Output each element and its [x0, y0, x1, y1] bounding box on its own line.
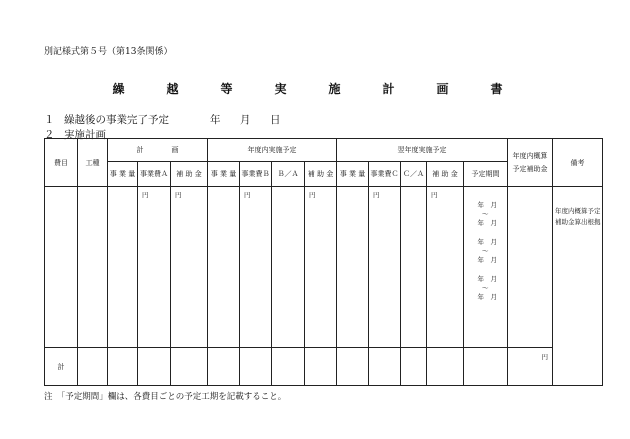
cell-total-plan-quantity[interactable]	[108, 348, 138, 386]
yen-unit: 円	[309, 191, 316, 199]
subheader-plan-subsidy: 補 助 金	[171, 162, 208, 187]
cell-plan-subsidy[interactable]	[171, 187, 208, 348]
period-end-2: 年 月	[477, 256, 497, 264]
cell-total-work-type[interactable]	[78, 348, 108, 386]
subheader-next-subsidy: 補 助 金	[427, 162, 464, 187]
cell-plan-quantity[interactable]	[108, 187, 138, 348]
completion-day-label: 日	[270, 114, 281, 126]
item2-label: 実施計画	[64, 129, 106, 141]
subheader-next-cost-c: 事業費Ｃ	[369, 162, 401, 187]
cell-work-type[interactable]	[78, 187, 108, 348]
cell-plan-cost-a[interactable]	[138, 187, 171, 348]
remarks-text: 年度内概算予定 補助金算出根拠	[555, 207, 601, 226]
cell-total-plan-subsidy[interactable]	[171, 348, 208, 386]
header-in-year-subsidy: 年度内概算 予定補助金	[508, 139, 553, 187]
subheader-current-subsidy: 補 助 金	[305, 162, 337, 187]
document-title: 繰 越 等 実 施 計 画 書	[112, 82, 518, 96]
cell-next-period[interactable]	[464, 187, 508, 348]
header-plan: 計 画	[108, 139, 208, 162]
period-start-2: 年 月	[477, 238, 497, 246]
cell-cost-item[interactable]	[45, 187, 78, 348]
item1-label: 繰越後の事業完了予定	[64, 114, 169, 126]
period-start-3: 年 月	[477, 275, 497, 283]
cell-total-current-ratio[interactable]	[272, 348, 305, 386]
form-label: 別記様式第５号（第13条関係）	[44, 47, 173, 57]
cell-total-current-subsidy[interactable]	[305, 348, 337, 386]
table-row-body	[45, 187, 603, 348]
footnote: 注 「予定期間」欄は、各費目ごとの予定工期を記載すること。	[44, 392, 287, 402]
cell-total-next-cost-c[interactable]	[369, 348, 401, 386]
item2-number: ２	[44, 129, 55, 141]
cell-total-current-quantity[interactable]	[208, 348, 240, 386]
yen-unit: 円	[541, 353, 548, 361]
period-end-1: 年 月	[477, 219, 497, 227]
subheader-plan-quantity: 事 業 量	[108, 162, 138, 187]
period-tilde-3: ～	[482, 284, 489, 292]
header-remarks: 備考	[553, 139, 603, 187]
cell-current-ratio[interactable]	[272, 187, 305, 348]
period-end-3: 年 月	[477, 293, 497, 301]
subheader-plan-cost-a: 事業費Ａ	[138, 162, 171, 187]
header-next-year-plan: 翌年度実施予定	[337, 139, 508, 162]
yen-unit: 円	[373, 191, 380, 199]
period-tilde-1: ～	[482, 210, 489, 218]
cell-next-cost-c[interactable]	[369, 187, 401, 348]
table-row-total	[45, 348, 603, 386]
subheader-current-cost-b: 事業費Ｂ	[240, 162, 272, 187]
yen-unit: 円	[431, 191, 438, 199]
cell-total-next-period[interactable]	[464, 348, 508, 386]
cell-total-next-quantity[interactable]	[337, 348, 369, 386]
header-cost-item: 費目	[45, 139, 78, 187]
subheader-current-quantity: 事 業 量	[208, 162, 240, 187]
header-current-year-plan: 年度内実施予定	[208, 139, 337, 162]
total-label: 計	[45, 348, 78, 386]
completion-month-label: 月	[240, 114, 251, 126]
subheader-next-ratio-c-a: Ｃ／Ａ	[401, 162, 427, 187]
cell-total-current-cost-b[interactable]	[240, 348, 272, 386]
cell-remarks[interactable]	[553, 187, 603, 386]
cell-next-quantity[interactable]	[337, 187, 369, 348]
yen-unit: 円	[175, 191, 182, 199]
cell-in-year-subsidy[interactable]	[508, 187, 553, 348]
cell-total-next-subsidy[interactable]	[427, 348, 464, 386]
subheader-current-ratio-b-a: Ｂ／Ａ	[272, 162, 305, 187]
subheader-next-period: 予定期間	[464, 162, 508, 187]
header-work-type: 工種	[78, 139, 108, 187]
completion-year-label: 年	[210, 114, 221, 126]
yen-unit: 円	[142, 191, 149, 199]
period-start-1: 年 月	[477, 201, 497, 209]
implementation-plan-table	[44, 138, 603, 386]
item1-number: １	[44, 114, 55, 126]
cell-next-ratio[interactable]	[401, 187, 427, 348]
cell-total-in-year-subsidy[interactable]	[508, 348, 553, 386]
subheader-next-quantity: 事 業 量	[337, 162, 369, 187]
cell-current-subsidy[interactable]	[305, 187, 337, 348]
cell-current-quantity[interactable]	[208, 187, 240, 348]
cell-total-plan-cost-a[interactable]	[138, 348, 171, 386]
cell-total-next-ratio[interactable]	[401, 348, 427, 386]
cell-current-cost-b[interactable]	[240, 187, 272, 348]
period-tilde-2: ～	[482, 247, 489, 255]
yen-unit: 円	[244, 191, 251, 199]
cell-next-subsidy[interactable]	[427, 187, 464, 348]
